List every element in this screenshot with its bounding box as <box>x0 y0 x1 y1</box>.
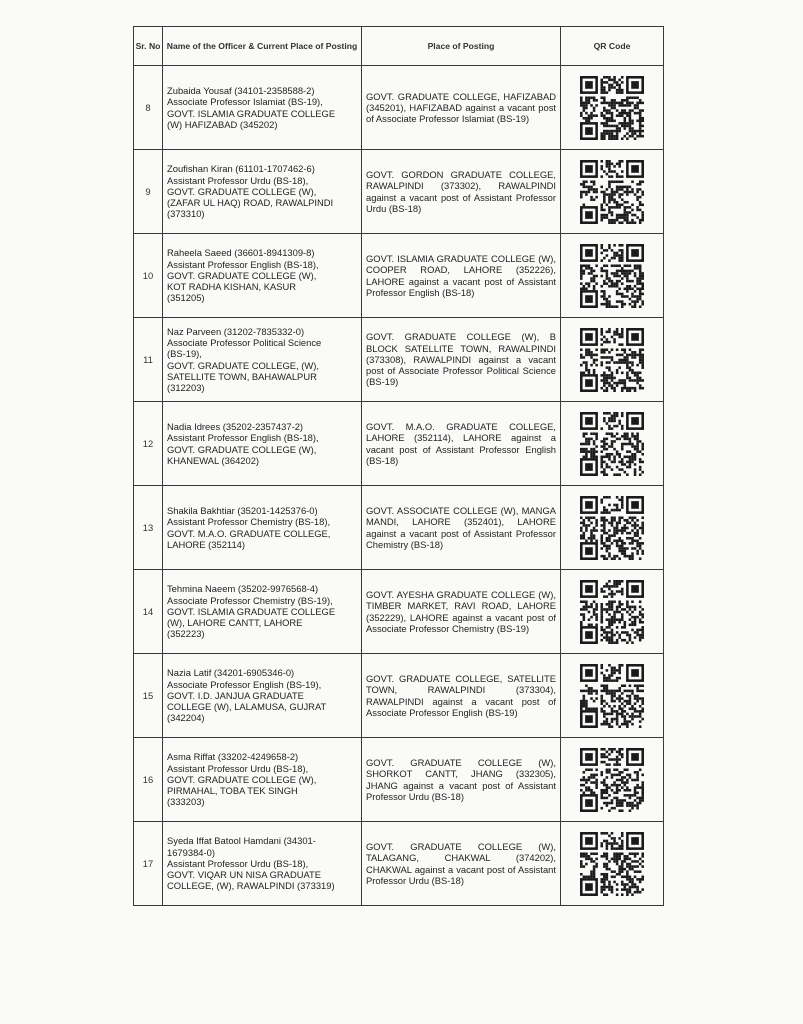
officer-detail-line: Raheela Saeed (36601-8941309-8) <box>167 247 315 259</box>
officer-detail-line: GOVT. GRADUATE COLLEGE, (W), <box>167 359 319 371</box>
officer-detail-line: Associate Professor English (BS-19), <box>167 678 322 690</box>
qr-code-icon <box>580 664 644 728</box>
officer-detail-line: (ZAFAR UL HAQ) ROAD, RAWALPINDI <box>167 197 334 209</box>
table-row <box>134 150 664 234</box>
header-place-of-posting: Place of Posting <box>362 27 561 66</box>
table-row <box>134 738 664 822</box>
officer-detail-line: GOVT. GRADUATE COLLEGE (W), <box>167 773 317 785</box>
table-body <box>134 66 664 906</box>
officer-detail-line: Shakila Bakhtiar (35201-1425376-0) <box>167 505 318 517</box>
place-of-posting: GOVT. GRADUATE COLLEGE, SATELLITE TOWN, RAWALPINDI (373304), RAWALPINDI against a vacant post of Associate Professor English (BS-19) <box>362 654 561 738</box>
qr-code-cell <box>561 486 664 570</box>
sr-number: 17 <box>134 822 163 906</box>
qr-code-cell <box>561 318 664 402</box>
table-row <box>134 654 664 738</box>
officer-detail-line: Assistant Professor English (BS-18), <box>167 432 319 444</box>
officer-details <box>163 822 362 906</box>
officer-detail-line: GOVT. ISLAMIA GRADUATE COLLEGE <box>167 107 336 119</box>
sr-number: 16 <box>134 738 163 822</box>
qr-code-icon <box>580 748 644 812</box>
place-of-posting: GOVT. ASSOCIATE COLLEGE (W), MANGA MANDI, LAHORE (352401), LAHORE against a vacant post of Assistant Professor Chemistry (BS-18) <box>362 486 561 570</box>
officer-details <box>163 570 362 654</box>
qr-code-cell <box>561 654 664 738</box>
officer-detail-line: GOVT. M.A.O. GRADUATE COLLEGE, <box>167 527 331 539</box>
officer-detail-line: (333203) <box>167 796 205 808</box>
officer-detail-line: (312203) <box>167 381 205 393</box>
officer-details <box>163 150 362 234</box>
header-sr-no: Sr. No <box>134 27 163 66</box>
sr-number: 13 <box>134 486 163 570</box>
place-of-posting: GOVT. ISLAMIA GRADUATE COLLEGE (W), COOPER ROAD, LAHORE (352226), LAHORE against a vacant post of Assistant Professor English (BS-18) <box>362 234 561 318</box>
officer-details <box>163 402 362 486</box>
qr-code-icon <box>580 412 644 476</box>
officer-detail-line: GOVT. GRADUATE COLLEGE (W), <box>167 185 317 197</box>
officer-details <box>163 738 362 822</box>
header-qr-code: QR Code <box>561 27 664 66</box>
officer-detail-line: GOVT. GRADUATE COLLEGE (W), <box>167 269 317 281</box>
place-of-posting: GOVT. AYESHA GRADUATE COLLEGE (W), TIMBER MARKET, RAVI ROAD, LAHORE (352229), LAHORE against a vacant post of Associate Professor Chemistry (BS-19) <box>362 570 561 654</box>
table-header-row <box>134 27 664 66</box>
officer-details <box>163 318 362 402</box>
officer-detail-line: GOVT. GRADUATE COLLEGE (W), <box>167 443 317 455</box>
qr-code-cell <box>561 402 664 486</box>
officer-detail-line: (W) HAFIZABAD (345202) <box>167 118 278 130</box>
officer-detail-line: (BS-19), <box>167 348 202 360</box>
place-of-posting: GOVT. GRADUATE COLLEGE (W), TALAGANG, CHAKWAL (374202), CHAKWAL against a vacant post of Assistant Professor Urdu (BS-18) <box>362 822 561 906</box>
qr-code-icon <box>580 160 644 224</box>
officer-details <box>163 654 362 738</box>
officer-detail-line: Zoufishan Kiran (61101-1707462-6) <box>167 163 315 175</box>
qr-code-icon <box>580 328 644 392</box>
sr-number: 12 <box>134 402 163 486</box>
officer-detail-line: 1679384-0) <box>167 846 215 858</box>
sr-number: 14 <box>134 570 163 654</box>
officer-detail-line: Tehmina Naeem (35202-9976568-4) <box>167 583 319 595</box>
officer-detail-line: Associate Professor Chemistry (BS-19), <box>167 594 333 606</box>
qr-code-cell <box>561 822 664 906</box>
table-row <box>134 66 664 150</box>
officer-detail-line: Associate Professor Islamiat (BS-19), <box>167 96 323 108</box>
qr-code-cell <box>561 66 664 150</box>
table-row <box>134 234 664 318</box>
officer-detail-line: Zubaida Yousaf (34101-2358588-2) <box>167 85 315 97</box>
officer-details <box>163 486 362 570</box>
sr-number: 11 <box>134 318 163 402</box>
officer-detail-line: (342204) <box>167 712 205 724</box>
officer-detail-line: (373310) <box>167 208 205 220</box>
officer-detail-line: COLLEGE, (W), RAWALPINDI (373319) <box>167 880 335 892</box>
officer-detail-line: Assistant Professor English (BS-18), <box>167 258 319 270</box>
officer-details <box>163 234 362 318</box>
officer-detail-line: Assistant Professor Urdu (BS-18), <box>167 174 309 186</box>
table-row <box>134 570 664 654</box>
officer-detail-line: (352223) <box>167 628 205 640</box>
officer-detail-line: Assistant Professor Urdu (BS-18), <box>167 762 309 774</box>
officer-detail-line: Syeda Iffat Batool Hamdani (34301- <box>167 835 316 847</box>
table-row <box>134 822 664 906</box>
place-of-posting: GOVT. GRADUATE COLLEGE (W), SHORKOT CANTT, JHANG (332305), JHANG against a vacant post of Assistant Professor Urdu (BS-18) <box>362 738 561 822</box>
officer-detail-line: Nadia Idrees (35202-2357437-2) <box>167 421 304 433</box>
officer-detail-line: KHANEWAL (364202) <box>167 454 260 466</box>
sr-number: 8 <box>134 66 163 150</box>
qr-code-icon <box>580 580 644 644</box>
qr-code-icon <box>580 76 644 140</box>
header-officer-name: Name of the Officer & Current Place of Posting <box>163 27 362 66</box>
qr-code-cell <box>561 234 664 318</box>
officer-detail-line: COLLEGE (W), LALAMUSA, GUJRAT <box>167 701 327 713</box>
officer-detail-line: KOT RADHA KISHAN, KASUR <box>167 281 297 293</box>
officer-detail-line: Assistant Professor Chemistry (BS-18), <box>167 516 331 528</box>
qr-code-icon <box>580 244 644 308</box>
officer-detail-line: Naz Parveen (31202-7835332-0) <box>167 325 305 337</box>
table-row <box>134 402 664 486</box>
officer-detail-line: GOVT. I.D. JANJUA GRADUATE <box>167 689 304 701</box>
officer-detail-line: PIRMAHAL, TOBA TEK SINGH <box>167 785 298 797</box>
officer-detail-line: (W), LAHORE CANTT, LAHORE <box>167 617 303 629</box>
officer-detail-line: Assistant Professor Urdu (BS-18), <box>167 857 309 869</box>
sr-number: 9 <box>134 150 163 234</box>
qr-code-icon <box>580 496 644 560</box>
officer-details <box>163 66 362 150</box>
officer-detail-line: Associate Professor Political Science <box>167 337 322 349</box>
officer-detail-line: (351205) <box>167 292 205 304</box>
officer-detail-line: SATELLITE TOWN, BAHAWALPUR <box>167 370 317 382</box>
place-of-posting: GOVT. M.A.O. GRADUATE COLLEGE, LAHORE (352114), LAHORE against a vacant post of Assistant Professor English (BS-18) <box>362 402 561 486</box>
place-of-posting: GOVT. GRADUATE COLLEGE, HAFIZABAD (345201), HAFIZABAD against a vacant post of Associate Professor Islamiat (BS-19) <box>362 66 561 150</box>
posting-table <box>133 26 664 906</box>
table-row <box>134 486 664 570</box>
officer-detail-line: Asma Riffat (33202-4249658-2) <box>167 751 299 763</box>
qr-code-cell <box>561 150 664 234</box>
place-of-posting: GOVT. GORDON GRADUATE COLLEGE, RAWALPINDI (373302), RAWALPINDI against a vacant post of Assistant Professor Urdu (BS-18) <box>362 150 561 234</box>
place-of-posting: GOVT. GRADUATE COLLEGE (W), B BLOCK SATELLITE TOWN, RAWALPINDI (373308), RAWALPINDI against a vacant post of Associate Professor Political Science (BS-19) <box>362 318 561 402</box>
sr-number: 10 <box>134 234 163 318</box>
qr-code-icon <box>580 832 644 896</box>
qr-code-cell <box>561 738 664 822</box>
officer-detail-line: LAHORE (352114) <box>167 538 245 550</box>
officer-detail-line: Nazia Latif (34201-6905346-0) <box>167 667 295 679</box>
sr-number: 15 <box>134 654 163 738</box>
table-row <box>134 318 664 402</box>
qr-code-cell <box>561 570 664 654</box>
officer-detail-line: GOVT. ISLAMIA GRADUATE COLLEGE <box>167 605 336 617</box>
officer-detail-line: GOVT. VIQAR UN NISA GRADUATE <box>167 869 322 881</box>
